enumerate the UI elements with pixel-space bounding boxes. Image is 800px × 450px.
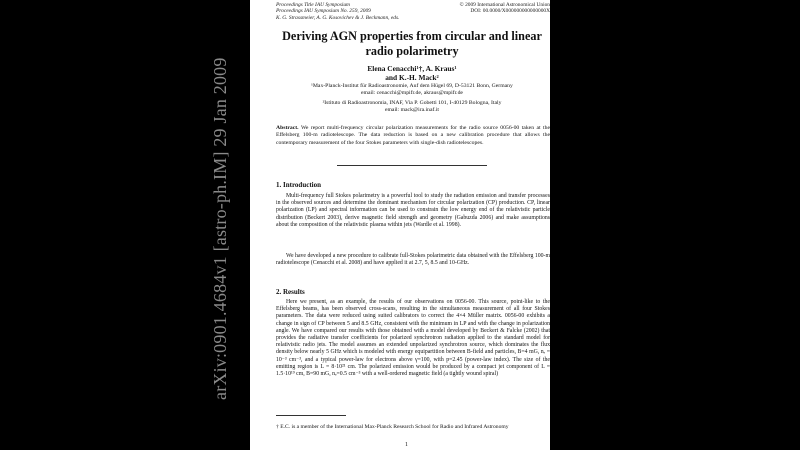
footnote: † E.C. is a member of the International Max-Planck Research School for Radio and Infrared Astronomy	[276, 424, 509, 430]
body-paragraph: Here we present, as an example, the results of our observations on 0056-00. This source, point-like to the Effelsberg beams, has been observed cross-scans, resulting in the simultaneous measurement of all four Stokes parameters. The data were reduced using suited calibrators to correct the 4×4 Müller matrix. 0056-00 exhibits a change in sign of CP between 5 and 8.5 GHz, consistent with the minimum in LP and with the change in polarization angle. We have compared our results with those obtained with a model developed by Beckert & Falcke (2002) that provides the radiative transfer coefficients for polarized synchrotron radiation applied to the standard model for relativistic radio jets. The model assumes an extended unpolarized synchrotron source, which dominates the flux density below nearly 5 GHz which is modeled with energy equipartition between B-field and particles, B=4 mG, nₑ = 10⁻³ cm⁻³, and a typical power-law for electrons above γ=100, with p=2.45 (power-law index). The size of the emitting region is L = 8·10²¹ cm. The polarized emission would be produced by a compact jet component of L = 1.5·10¹⁹ cm, B=90 mG, nₑ=0.5 cm⁻³ with a well-ordered magnetic field (a tightly wound spiral)	[276, 299, 550, 378]
affiliation-email: email: cenacchi@mpifr.de, akraus@mpifr.de	[361, 89, 463, 96]
section-heading: 1. Introduction	[276, 181, 321, 189]
affiliation-address: ²Istituto di Radioastronomia, INAF, Via P. Gobetti 101, I-40129 Bologna, Italy	[322, 100, 502, 106]
body-paragraph: Multi-frequency full Stokes polarimetry is a powerful tool to study the radiation emission and transfer processes in the observed sources and determine the dominant mechanism for circular polarization (CP) production. CP, linear polarization (LP) and spectral information can be used to constrain the low energy end of the relativistic particle distribution (Beckert 2003), derive magnetic field strength and geometry (Gabuzda 2006) and make assumptions about the composition of the relativistic plasma within jets (Wardle et al. 1998).	[276, 193, 550, 228]
body-paragraph: We have developed a new procedure to calibrate full-Stokes polarimetric data obtained with the Effelsberg 100-m radiotelescope (Cenacchi et al. 2008) and have applied it at 2.7, 5, 8.5 and 10-GHz.	[276, 253, 550, 267]
footnote-rule	[276, 415, 346, 416]
author-line: and K.-H. Mack²	[385, 73, 439, 82]
arxiv-stamp: arXiv:0901.4684v1 [astro-ph.IM] 29 Jan 2009	[210, 57, 230, 400]
author-list	[270, 64, 554, 82]
header-right-line: © 2009 International Astronomical Union	[459, 2, 550, 8]
affiliation	[270, 100, 554, 114]
paper-title: Deriving AGN properties from circular and linear radio polarimetry	[282, 29, 542, 58]
running-header	[276, 2, 550, 21]
header-left-line: Proceedings IAU Symposium No. 259, 2009	[276, 8, 371, 15]
header-right-line: DOI: 00.0000/X000000000000000X	[470, 8, 550, 15]
separator-rule	[337, 165, 487, 166]
affiliation	[270, 83, 554, 97]
header-left-line: K. G. Strassmeier, A. G. Kosovichev & J. Beckmann, eds.	[276, 14, 400, 21]
affiliation-address: ¹Max-Planck-Institut für Radioastronomie, Auf dem Hügel 69, D-53121 Bonn, Germany	[311, 83, 513, 89]
section-heading: 2. Results	[276, 288, 305, 296]
abstract-label: Abstract.	[276, 125, 299, 131]
abstract	[276, 125, 550, 147]
author-line: Elena Cenacchi¹†, A. Kraus¹	[367, 64, 457, 73]
page-number: 1	[405, 442, 408, 448]
abstract-text: We report multi-frequency circular polarization measurements for the radio source 0056-00 taken at the Effelsberg 100-m radiotelescope. The data reduction is based on a new calibration procedure that allows the contemporary measurement of the four Stokes parameters with single-dish radiotelescopes.	[276, 125, 550, 146]
header-left-line: Proceedings Title IAU Symposium	[276, 2, 350, 8]
affiliation-email: email: mack@ira.inaf.it	[384, 106, 440, 113]
